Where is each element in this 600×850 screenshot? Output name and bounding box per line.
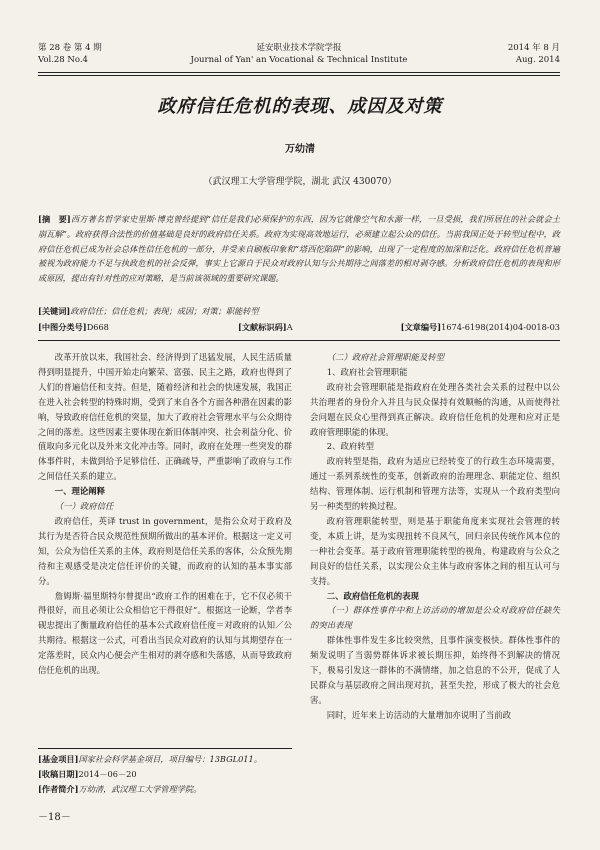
date-cn: 2014 年 8 月 xyxy=(507,43,560,53)
author-name: 万幼清 xyxy=(285,144,315,155)
page-number: －18－ xyxy=(38,812,71,823)
footnote-author: [作者简介]万幼清，武汉理工大学管理学院。 xyxy=(38,783,202,794)
paragraph-6: 群体性事件发生多比较突然，且事件演变极快。群体性事件的频发说明了当弱势群体诉求被长期压抑，始终得不到解决的情况下，极易引发这一群体的不满情绪，加之信息的不公开，促成了人民群众与基层政府之间出现对抗，甚至失控，形成了极大的社会危害。 xyxy=(310,635,560,705)
volume-en: Vol.28 No.4 xyxy=(38,55,88,65)
journal-cn: 延安职业技术学院学报 xyxy=(256,43,342,53)
clc-number: [中图分类号]D668 xyxy=(38,322,109,332)
paragraph-7: 同时，近年来上访活动的大量增加亦说明了当前政 xyxy=(326,709,512,720)
keywords-label: [关键词] xyxy=(38,306,71,316)
subsection-heading-2a: （一）群体性事件中和上访活动的增加是公众对政府信任缺失的突出表现 xyxy=(310,605,560,631)
subsubsection-heading-1b2: 2、政府转型 xyxy=(326,441,374,452)
classification-line xyxy=(38,322,560,334)
intro-paragraph: 改革开放以来，我国社会、经济得到了迅猛发展，人民生活质量得到明显提升，中国开始走向繁荣、富强、民主之路，政府也得到了人们的普遍信任和支持。但是，随着经济和社会的快速发展，我国正在进入社会转型的特殊时期，受到了来自各个方面各种潜在因素的影响，导致政府信任危机的突显，加大了政府社会管理水平与公众期待之间的落差。这些因素主要体现在新旧体制冲突、社会利益分化、价值取向多元化以及外来文化冲击等。同时，政府在处理一些突发的群体事件时，未做到给予足够信任、正确疏导，严重影响了政府与工作之间信任关系的建立。 xyxy=(38,352,292,482)
subsection-heading-1b: （二）政府社会管理职能及转型 xyxy=(326,352,445,362)
section-heading-2: 二、政府信任危机的表现 xyxy=(326,590,419,601)
abstract-text: 西方著名哲学家史里斯·博克曾经提到“信任是我们必须保护的东西，因为它就像空气和水源一样，一旦受损，我们所居住的社会就会土崩瓦解”。政府获得合法性的价值基础是良好的政府信任关系。政府为实现高效地运行，必须建立起公众的信任。当前我国正处于转型过程中，政府信任危机已成为社会总体性信任危机的一部分，并受来自刷板印象和“塔西佗陷阱”的影响，出现了一定程度的加深和泛化。政府信任危机普遍被视为政府能力不足与执政危机的社会反弹，事实上它源自于民众对政府认知与公共期待之间落差的相对剥夺感。分析政府信任危机的表现和形成原因，提出有针对性的应对策略，是当前该领域的重要研究课题。 xyxy=(38,214,560,284)
abstract-label: [摘 要] xyxy=(38,214,71,224)
article-number: [文章编号]1674-6198(2014)04-0018-03 xyxy=(400,322,560,332)
section-heading-1: 一、理论阐释 xyxy=(54,486,106,497)
article-title: 政府信任危机的表现、成因及对策 xyxy=(157,96,443,117)
paragraph-1: 政府信任，英译 trust in government，是指公众对于政府及其行为是否符合民众规范性预期所做出的基本评价。根据这一定义可知，公众为信任关系的主体，政府则是信任关系的客体，公众预先期待和主观感受是决定信任评价的关键，而政府的认知的基本事实部分。 xyxy=(38,515,292,586)
paragraph-2: 詹姆斯·福里斯特尔曾提出“政府工作的困难在于，它不仅必须干得很好，而且必须让公众相信它干得很好”。根据这一论断，学者李砚忠提出了衡量政府信任的基本公式政府信任度＝对政府的认知／公共期待。根据这一公式，可看出当民众对政府的认知与其期望存在一定落差时，民众内心便会产生相对的剥夺感和失落感，从而导致政府信任危机的出现。 xyxy=(38,590,292,676)
volume-cn: 第 28 卷 第 4 期 xyxy=(38,43,102,53)
doc-code: [文献标识码]A xyxy=(238,322,293,332)
header-rule xyxy=(38,72,560,73)
running-header xyxy=(38,42,560,74)
header-journal xyxy=(38,42,560,66)
paragraph-5: 政府管理职能转型，则是基于职能角度来实现社会管理的转变，本质上讲，是为实现扭转不良风气，回归亲民传统作风本位的一种社会变革。基于政府管理职能转型的视角，构建政府与公众之间良好的信任关系，以实现公众主体与政府客体之间的相互认可与支持。 xyxy=(310,515,560,586)
date-en: Aug. 2014 xyxy=(515,55,560,65)
subsubsection-heading-1b1: 1、政府社会管理职能 xyxy=(326,366,408,377)
footnotes xyxy=(38,752,292,796)
footnote-rule xyxy=(38,748,292,749)
left-column xyxy=(38,350,292,678)
keywords xyxy=(38,306,560,317)
journal-en: Journal of Yan' an Vocational & Technical Institute xyxy=(190,55,408,65)
paragraph-4: 政府转型是指，政府为适应已经转变了的行政生态环境需要，通过一系列系统性的变革，创新政府的治理理念、职能定位、组织结构、管理体制、运行机制和管理方法等，实现从一个政府类型向另一种类型的转换过程。 xyxy=(310,456,560,512)
keywords-text: 政府信任；信任危机；表现；成因；对策；职能转型 xyxy=(70,306,259,316)
affiliation: （武汉理工大学管理学院，湖北 武汉 430070） xyxy=(203,177,397,187)
right-column xyxy=(310,350,560,723)
subsection-heading-1a: （一）政府信任 xyxy=(54,501,114,512)
header-date xyxy=(508,42,560,66)
footnote-received: [收稿日期]2014－06－20 xyxy=(38,768,137,779)
header-rule-thin xyxy=(38,75,560,76)
section-rule xyxy=(38,340,560,341)
footnote-fund: [基金项目]国家社会科学基金项目，项目编号：13BGL011。 xyxy=(38,754,262,764)
abstract xyxy=(38,212,560,286)
paragraph-3: 政府社会管理职能是指政府在处理各类社会关系的过程中以公共治理者的身份介入并且与民众保持有效顺畅的沟通，从而使得社会问题在民众心里得到真正解决。政府信任危机的处理和应对正是政府管理职能的体现。 xyxy=(310,381,560,437)
